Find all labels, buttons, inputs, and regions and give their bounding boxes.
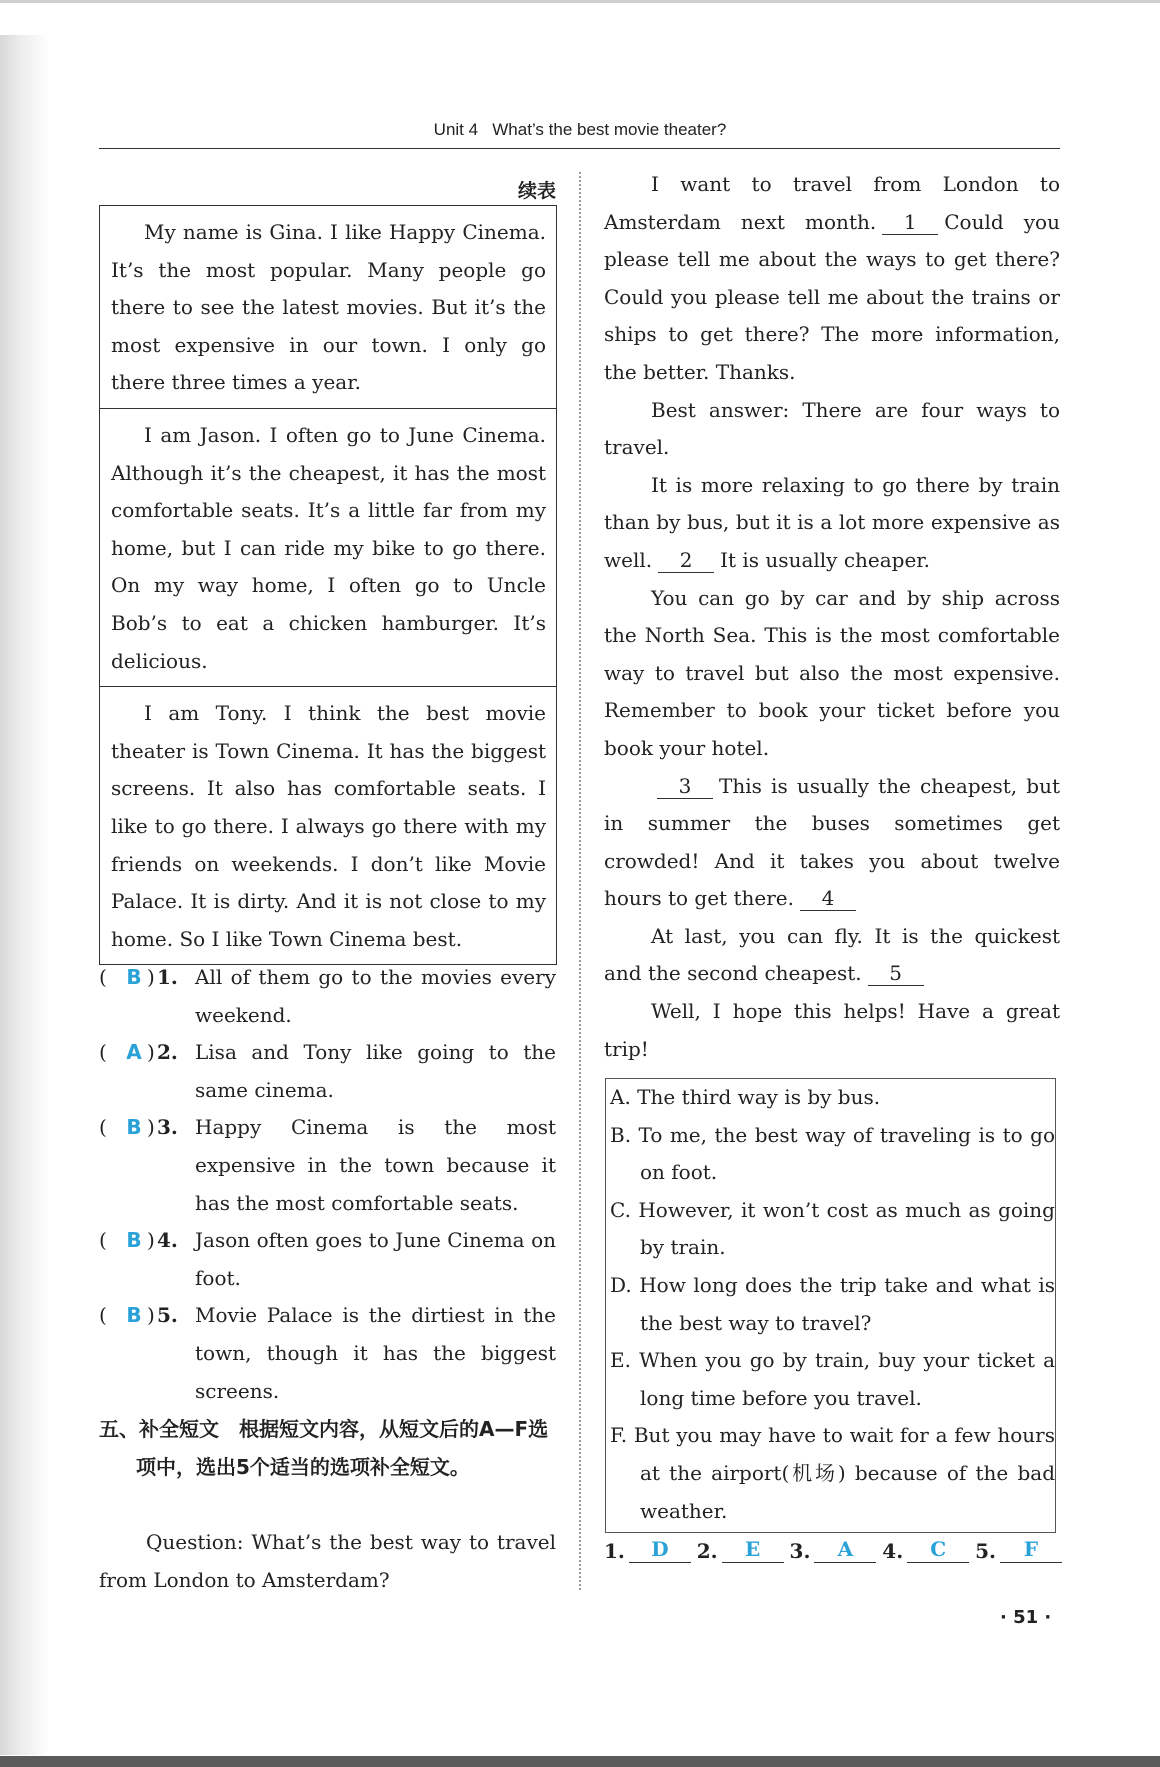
paren-close: )	[147, 1115, 155, 1140]
question-text: Movie Palace is the dirtiest in the town, though it has the biggest screens.	[195, 1303, 556, 1403]
text-run: It is usually cheaper.	[720, 547, 931, 572]
answer-number: 3.	[789, 1539, 811, 1563]
blank-5: 5	[868, 961, 924, 986]
paren-open: (	[99, 1228, 107, 1253]
paren-open: (	[99, 1115, 107, 1140]
option-c: C. However, it won’t cost as much as going by train.	[610, 1197, 1055, 1260]
question-number: 1.	[157, 965, 178, 989]
option-a: A. The third way is by bus.	[610, 1085, 881, 1109]
answer-item	[975, 1536, 1062, 1563]
paragraph	[604, 768, 1060, 918]
text-run: At last, you can fly. It is the quickest and the second cheapest.	[604, 923, 1060, 986]
option-e: E. When you go by train, buy your ticket a long time before you travel.	[610, 1348, 1055, 1410]
question-item	[99, 1297, 556, 1410]
option-d: D. How long does the trip take and what is the best way to travel?	[610, 1272, 1055, 1335]
answer-letter: B	[126, 1228, 142, 1253]
blank-1: 1	[882, 210, 938, 235]
answer-value: D	[629, 1536, 691, 1563]
question-text: All of them go to the movies every weekend.	[195, 965, 556, 1027]
question-text: Happy Cinema is the most expensive in the town because it has the most comfortable seats.	[195, 1115, 556, 1215]
answer-value: E	[722, 1536, 784, 1563]
paragraph: You can go by car and by ship across the North Sea. This is the most comfortable way to travel but also the most expensive. Remember to book your ticket before you book your hotel.	[604, 585, 1060, 760]
paragraph	[604, 467, 1060, 580]
option-f: F. But you may have to wait for a few hours at the airport(机场) because of the bad weather.	[610, 1423, 1055, 1523]
question-number: 3.	[157, 1115, 178, 1140]
text-run: I want to travel from London to Amsterdam next month.	[604, 172, 1060, 234]
answer-number: 4.	[882, 1539, 904, 1563]
unit-label: Unit 4	[433, 120, 479, 139]
answer-value: F	[1000, 1536, 1062, 1563]
reading-table	[99, 205, 557, 965]
running-head	[100, 120, 1060, 140]
text-run: Could you please tell me about the ways to get there? Could you please tell me about the trains or ships to get there? The more information, the better. Thanks.	[604, 209, 1060, 384]
answer-number: 1.	[604, 1539, 625, 1563]
blank-3: 3	[657, 774, 713, 799]
top-edge	[0, 0, 1160, 3]
option-b: B. To me, the best way of traveling is to go on foot.	[610, 1122, 1055, 1185]
question-number: 4.	[157, 1228, 178, 1253]
paren-open: (	[99, 1040, 107, 1065]
answer-item	[604, 1536, 691, 1563]
answer-item	[697, 1536, 784, 1563]
cloze-passage	[604, 166, 1060, 1068]
answer-item	[790, 1536, 877, 1563]
table-cell-tony: I am Tony. I think the best movie theater is Town Cinema. It has the biggest screens. It also has comfortable seats. I like to go there. I always go there with my friends on weekends. I don’t like Movie Palace. It is dirty. And it is not close to my home. So I like Town Cinema best.	[111, 701, 546, 951]
paragraph: Well, I hope this helps! Have a great trip!	[604, 999, 1060, 1061]
unit-title: What’s the best movie theater?	[492, 120, 727, 139]
answer-item	[882, 1536, 969, 1563]
answer-number: 5.	[975, 1539, 996, 1563]
answer-value: A	[814, 1536, 876, 1563]
paragraph	[604, 918, 1060, 993]
blank-2: 2	[658, 548, 714, 573]
paren-close: )	[147, 965, 155, 989]
column-divider	[579, 172, 581, 1590]
answer-letter: A	[126, 1040, 142, 1065]
page-shadow	[0, 35, 50, 1755]
paren-close: )	[147, 1303, 155, 1328]
paren-open: (	[99, 965, 107, 989]
paragraph: Best answer: There are four ways to travel.	[604, 397, 1060, 460]
question-item	[99, 1109, 556, 1222]
answer-letter: B	[126, 1303, 142, 1328]
text-run: It is more relaxing to go there by train than by bus, but it is a lot more expensive as well.	[604, 472, 1060, 572]
question-number: 2.	[157, 1040, 178, 1065]
bottom-edge	[0, 1756, 1160, 1767]
paren-close: )	[147, 1040, 155, 1065]
paren-close: )	[147, 1228, 155, 1253]
table-cell-gina: My name is Gina. I like Happy Cinema. It’s the most popular. Many people go there to see the latest movies. But it’s the most expensive in our town. I only go there three times a year.	[100, 206, 556, 409]
table-cell-jason: I am Jason. I often go to June Cinema. Although it’s the cheapest, it has the most comfortable seats. It’s a little far from my home, but I can ride my bike to go there. On my way home, I often go to Uncle Bob’s to eat a chicken hamburger. It’s delicious.	[100, 409, 556, 687]
answer-letter: B	[126, 965, 142, 989]
question-text: Lisa and Tony like going to the same cinema.	[195, 1040, 556, 1102]
continued-label: 续表	[517, 180, 556, 202]
paren-open: (	[99, 1303, 107, 1328]
answer-value: C	[907, 1536, 969, 1563]
passage-question: Question: What’s the best way to travel from London to Amsterdam?	[99, 1530, 556, 1592]
question-text: Jason often goes to June Cinema on foot.	[195, 1228, 556, 1290]
page-number: · 51 ·	[1000, 1607, 1052, 1628]
text-run: This is usually the cheapest, but in summer the buses sometimes get crowded! And it takes you about twelve hours to get there.	[604, 773, 1060, 911]
options-box	[605, 1078, 1056, 1533]
question-item	[99, 959, 556, 1034]
answer-letter: B	[126, 1115, 142, 1140]
answer-number: 2.	[696, 1539, 718, 1563]
question-item	[99, 1034, 556, 1109]
section-heading: 五、补全短文 根据短文内容，从短文后的A—F选项中，选出5个适当的选项补全短文。	[99, 1417, 549, 1479]
question-number: 5.	[157, 1303, 178, 1328]
paragraph	[604, 166, 1060, 392]
question-item	[99, 1222, 556, 1297]
question-list	[99, 959, 556, 1410]
blank-4: 4	[800, 886, 856, 911]
header-rule	[99, 148, 1060, 149]
answer-row	[604, 1536, 1062, 1563]
